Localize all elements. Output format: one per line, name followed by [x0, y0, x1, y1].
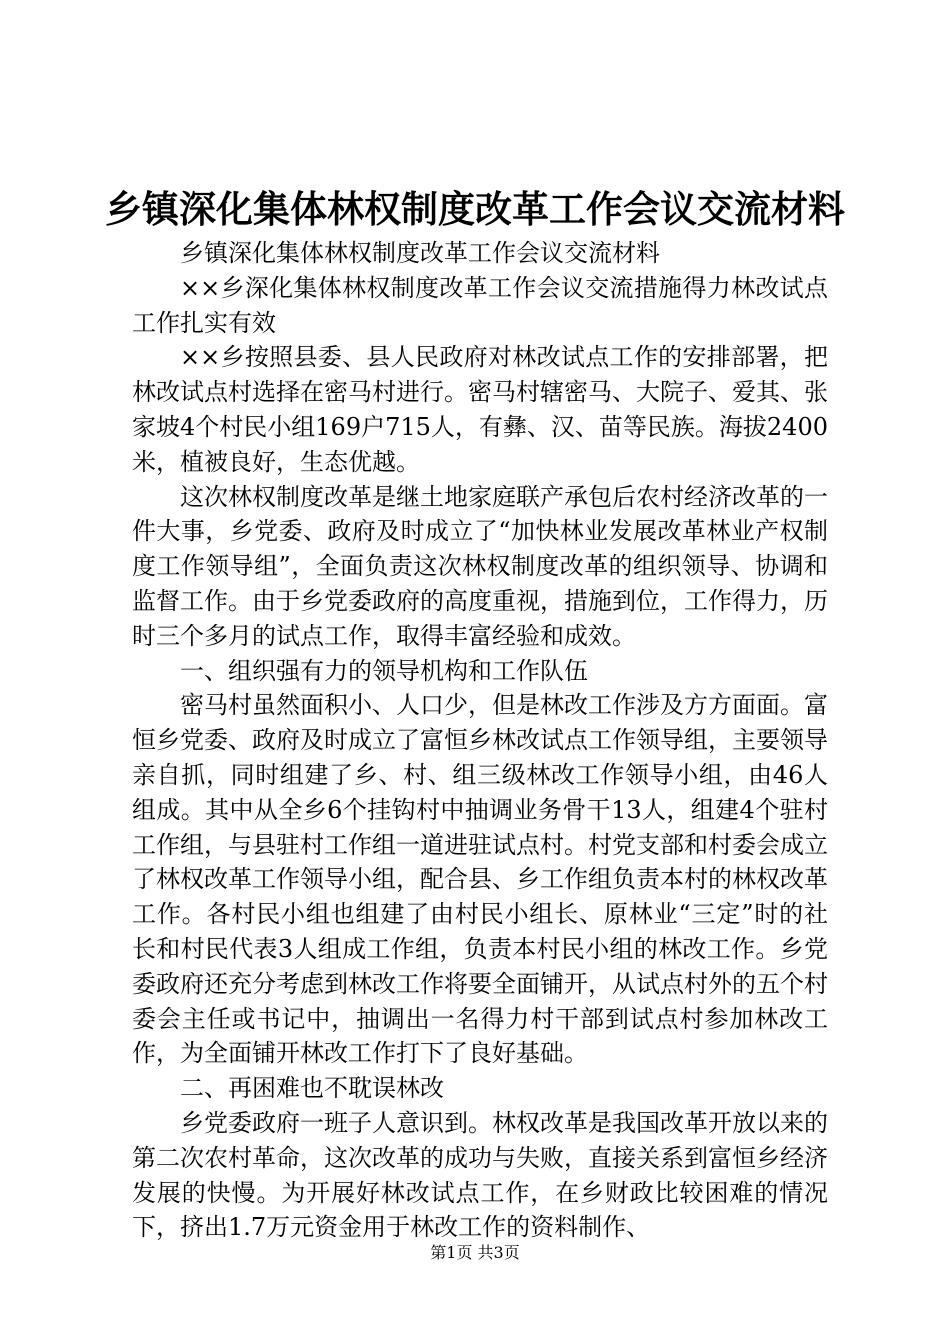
page-footer: 第1页 共3页	[430, 1243, 520, 1262]
document-body	[132, 236, 828, 1245]
section-heading-2: 二、再困难也不耽误林改	[180, 1074, 444, 1103]
section-heading-1: 一、组织强有力的领导机构和工作队伍	[180, 656, 588, 685]
paragraph-reform-overview: 这次林权制度改革是继土地家庭联产承包后农村经济改革的一件大事，乡党委、政府及时成立了“加快林业发展改革林业产权制度工作领导组”，全面负责这次林权制度改革的组织领导、协调和监督工作。由于乡党委政府的高度重视，措施到位，工作得力，历时三个多月的试点工作，取得丰富经验和成效。	[132, 482, 828, 650]
paragraph-section-2: 乡党委政府一班子人意识到。林权改革是我国改革开放以来的第二次农村革命，这次改革的成功与失败，直接关系到富恒乡经济发展的快慢。为开展好林改试点工作，在乡财政比较困难的情况下，挤出1.7万元资金用于林改工作的资料制作、	[132, 1108, 828, 1242]
document-title: 乡镇深化集体林权制度改革工作会议交流材料	[105, 188, 845, 231]
paragraph-heading-repeat: 乡镇深化集体林权制度改革工作会议交流材料	[180, 239, 660, 267]
paragraph-subtitle: ××乡深化集体林权制度改革工作会议交流措施得力林改试点工作扎实有效	[132, 273, 828, 337]
paragraph-intro: ××乡按照县委、县人民政府对林改试点工作的安排部署，把林改试点村选择在密马村进行。密马村辖密马、大院子、爱其、张家坡4个村民小组169户715人，有彝、汉、苗等民族。海拔2400米，植被良好，生态优越。	[132, 343, 828, 476]
paragraph-section-1: 密马村虽然面积小、人口少，但是林改工作涉及方方面面。富恒乡党委、政府及时成立了富恒乡林改试点工作领导组，主要领导亲自抓，同时组建了乡、村、组三级林改工作领导小组，由46人组成。其中从全乡6个挂钩村中抽调业务骨干13人，组建4个驻村工作组，与县驻村工作组一道进驻试点村。村党支部和村委会成立了林权改革工作领导小组，配合县、乡工作组负责本村的林权改革工作。各村民小组也组建了由村民小组长、原林业“三定”时的社长和村民代表3人组成工作组，负责本村民小组的林改工作。乡党委政府还充分考虑到林改工作将要全面铺开，从试点村外的五个村委会主任或书记中，抽调出一名得力村干部到试点村参加林改工作，为全面铺开林改工作打下了良好基础。	[132, 691, 828, 1068]
